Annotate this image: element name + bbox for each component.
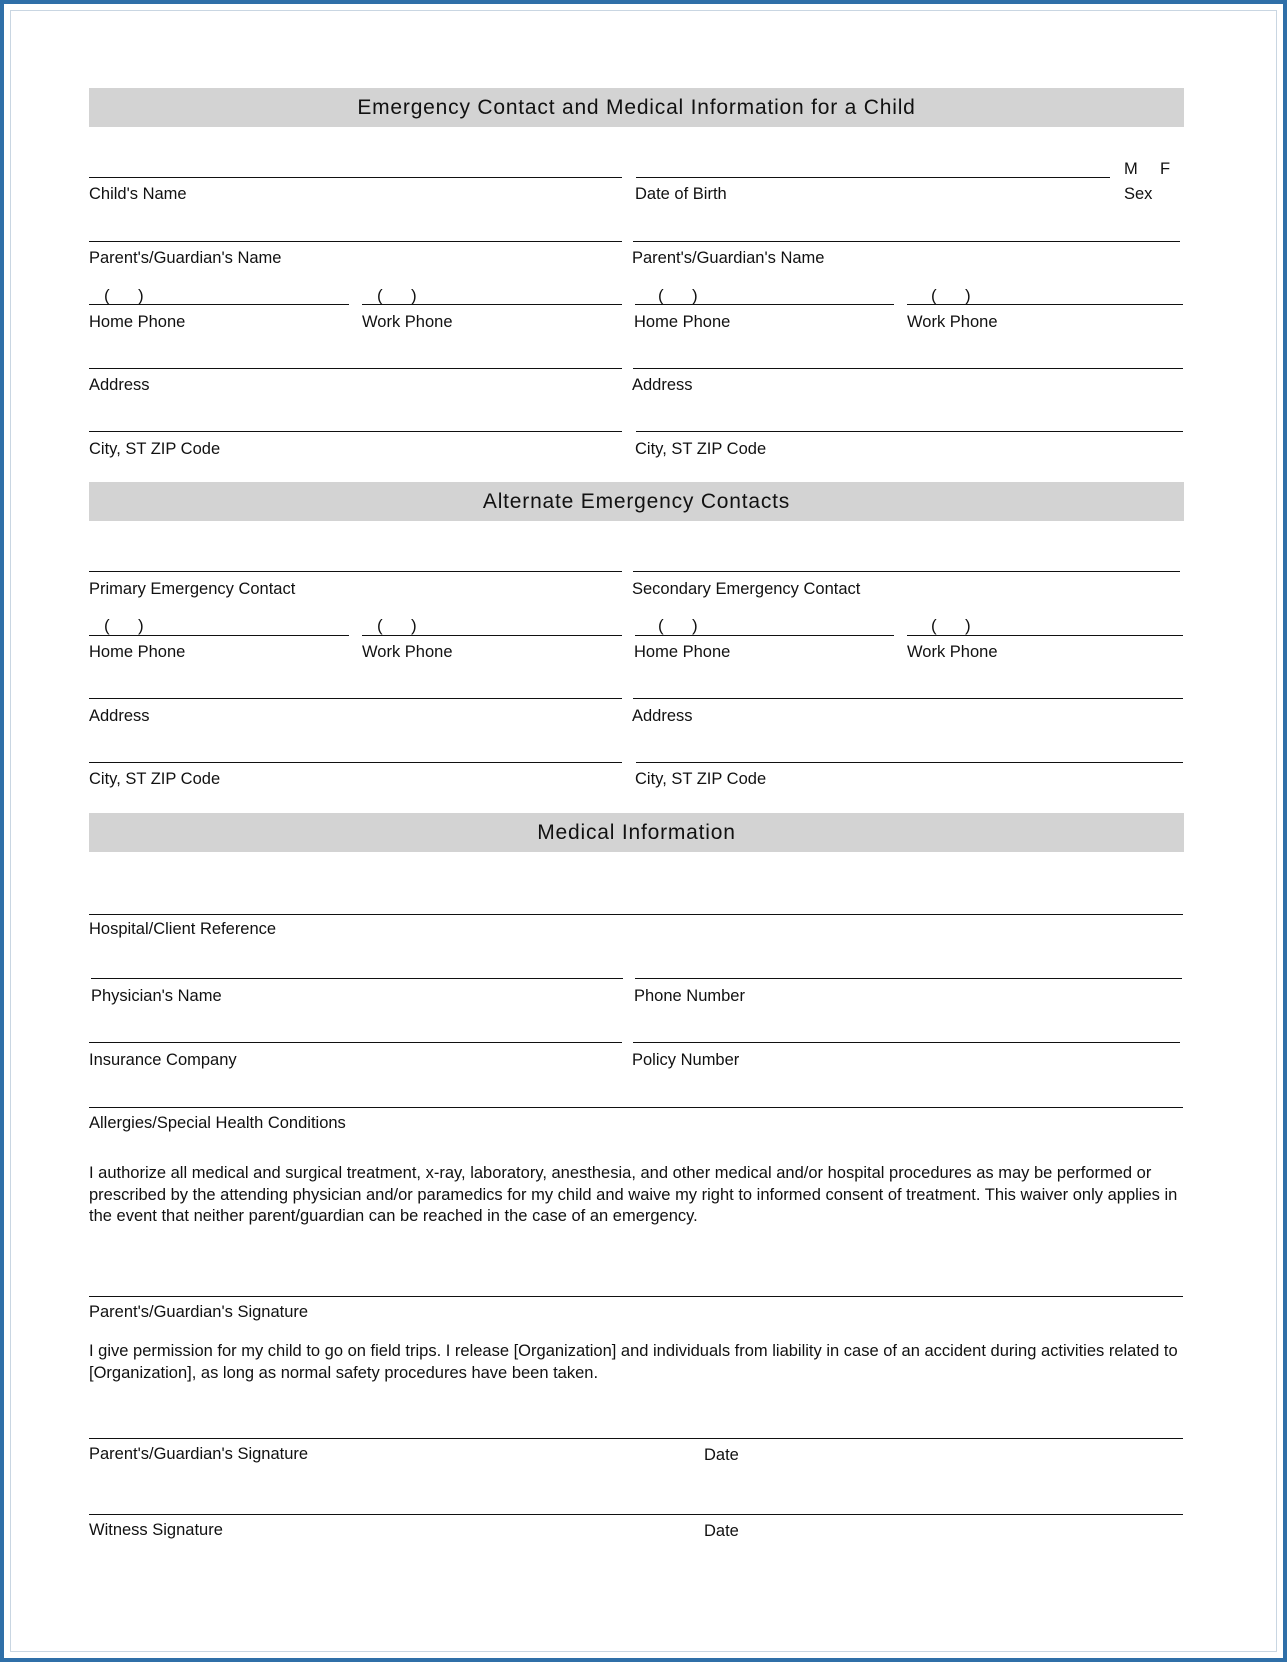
secondary-city-field[interactable] xyxy=(636,762,1183,763)
guardian-right-name-label: Parent's/Guardian's Name xyxy=(632,249,825,267)
secondary-contact-name-field[interactable] xyxy=(633,571,1180,572)
guardian-left-city-field[interactable] xyxy=(89,431,622,432)
policy-number-label: Policy Number xyxy=(632,1051,740,1069)
medical-section-header xyxy=(89,813,1184,852)
primary-city-field[interactable] xyxy=(89,762,622,763)
policy-number-field[interactable] xyxy=(633,1042,1180,1043)
sex-option-m[interactable]: M xyxy=(1124,160,1138,178)
alternate-title: Alternate Emergency Contacts xyxy=(482,489,791,513)
guardian-left-home-area-code: ( ) xyxy=(104,286,144,305)
guardian-right-work-area-code: ( ) xyxy=(931,286,971,305)
guardian-signature-2-field[interactable] xyxy=(89,1438,1183,1439)
guardian-left-work-phone-field[interactable] xyxy=(362,304,622,305)
date-2-label: Date xyxy=(704,1522,739,1540)
guardian-right-city-field[interactable] xyxy=(636,431,1183,432)
main-section-header xyxy=(89,88,1184,127)
guardian-left-address-label: Address xyxy=(89,376,150,394)
field-trip-paragraph: I give permission for my child to go on field trips. I release [Organization] and individuals from liability in case of an accident during activities related to [Organization], as long as normal safety procedures have been taken. xyxy=(89,1342,1178,1382)
phone-number-field[interactable] xyxy=(635,978,1182,979)
hospital-reference-field[interactable] xyxy=(89,914,1183,915)
primary-home-phone-label: Home Phone xyxy=(89,643,186,661)
insurance-company-label: Insurance Company xyxy=(89,1051,237,1069)
primary-work-phone-label: Work Phone xyxy=(362,643,453,661)
primary-contact-name-label: Primary Emergency Contact xyxy=(89,580,296,598)
guardian-left-home-phone-field[interactable] xyxy=(89,304,349,305)
secondary-home-phone-field[interactable] xyxy=(635,635,894,636)
primary-address-field[interactable] xyxy=(89,698,622,699)
guardian-right-home-phone-field[interactable] xyxy=(635,304,894,305)
primary-work-phone-field[interactable] xyxy=(362,635,622,636)
guardian-right-work-phone-label: Work Phone xyxy=(907,313,998,331)
secondary-work-phone-field[interactable] xyxy=(907,635,1183,636)
secondary-contact-name-label: Secondary Emergency Contact xyxy=(632,580,861,598)
date-of-birth-field[interactable] xyxy=(636,177,1110,178)
primary-home-phone-field[interactable] xyxy=(89,635,349,636)
guardian-right-address-field[interactable] xyxy=(633,368,1183,369)
childs-name-field[interactable] xyxy=(89,177,622,178)
guardian-signature-1-label: Parent's/Guardian's Signature xyxy=(89,1303,309,1321)
witness-signature-field[interactable] xyxy=(89,1514,1183,1515)
authorization-paragraph: I authorize all medical and surgical treatment, x-ray, laboratory, anesthesia, and other medical and/or hospital procedures as may be performed or prescribed by the attending physician and/or paramedics for my child and waive my right to informed consent of treatment. This waiver only applies in the event that neither parent/guardian can be reached in the case of an emergency. xyxy=(89,1164,1178,1225)
guardian-left-home-phone-label: Home Phone xyxy=(89,313,186,331)
guardian-signature-1-field[interactable] xyxy=(89,1296,1183,1297)
alternate-section-header xyxy=(89,482,1184,521)
primary-city-label: City, ST ZIP Code xyxy=(89,770,221,788)
date-1-label: Date xyxy=(704,1446,739,1464)
guardian-right-name-field[interactable] xyxy=(633,241,1180,242)
guardian-left-city-label: City, ST ZIP Code xyxy=(89,440,221,458)
secondary-work-area-code: ( ) xyxy=(931,616,971,635)
main-title: Emergency Contact and Medical Information for a Child xyxy=(357,95,916,119)
secondary-home-phone-label: Home Phone xyxy=(634,643,731,661)
secondary-city-label: City, ST ZIP Code xyxy=(635,770,767,788)
witness-signature-label: Witness Signature xyxy=(89,1521,223,1539)
physician-name-label: Physician's Name xyxy=(91,987,222,1005)
guardian-left-name-field[interactable] xyxy=(89,241,622,242)
childs-name-label: Child's Name xyxy=(89,185,187,203)
guardian-left-address-field[interactable] xyxy=(89,368,622,369)
insurance-company-field[interactable] xyxy=(89,1042,622,1043)
guardian-left-name-label: Parent's/Guardian's Name xyxy=(89,249,282,267)
guardian-signature-2-label: Parent's/Guardian's Signature xyxy=(89,1445,309,1463)
sex-label: Sex xyxy=(1124,185,1153,203)
secondary-address-field[interactable] xyxy=(633,698,1183,699)
guardian-left-work-area-code: ( ) xyxy=(377,286,417,305)
primary-home-area-code: ( ) xyxy=(104,616,144,635)
phone-number-label: Phone Number xyxy=(634,987,745,1005)
allergies-label: Allergies/Special Health Conditions xyxy=(89,1114,346,1132)
secondary-home-area-code: ( ) xyxy=(658,616,698,635)
physician-name-field[interactable] xyxy=(91,978,623,979)
guardian-right-work-phone-field[interactable] xyxy=(907,304,1183,305)
guardian-left-work-phone-label: Work Phone xyxy=(362,313,453,331)
guardian-right-home-phone-label: Home Phone xyxy=(634,313,731,331)
guardian-right-home-area-code: ( ) xyxy=(658,286,698,305)
secondary-work-phone-label: Work Phone xyxy=(907,643,998,661)
guardian-right-city-label: City, ST ZIP Code xyxy=(635,440,767,458)
primary-contact-name-field[interactable] xyxy=(89,571,622,572)
date-of-birth-label: Date of Birth xyxy=(635,185,727,203)
secondary-address-label: Address xyxy=(632,707,693,725)
allergies-field[interactable] xyxy=(89,1107,1183,1108)
primary-address-label: Address xyxy=(89,707,150,725)
primary-work-area-code: ( ) xyxy=(377,616,417,635)
guardian-right-address-label: Address xyxy=(632,376,693,394)
hospital-reference-label: Hospital/Client Reference xyxy=(89,920,277,938)
medical-title: Medical Information xyxy=(537,820,736,844)
sex-option-f[interactable]: F xyxy=(1160,160,1171,178)
